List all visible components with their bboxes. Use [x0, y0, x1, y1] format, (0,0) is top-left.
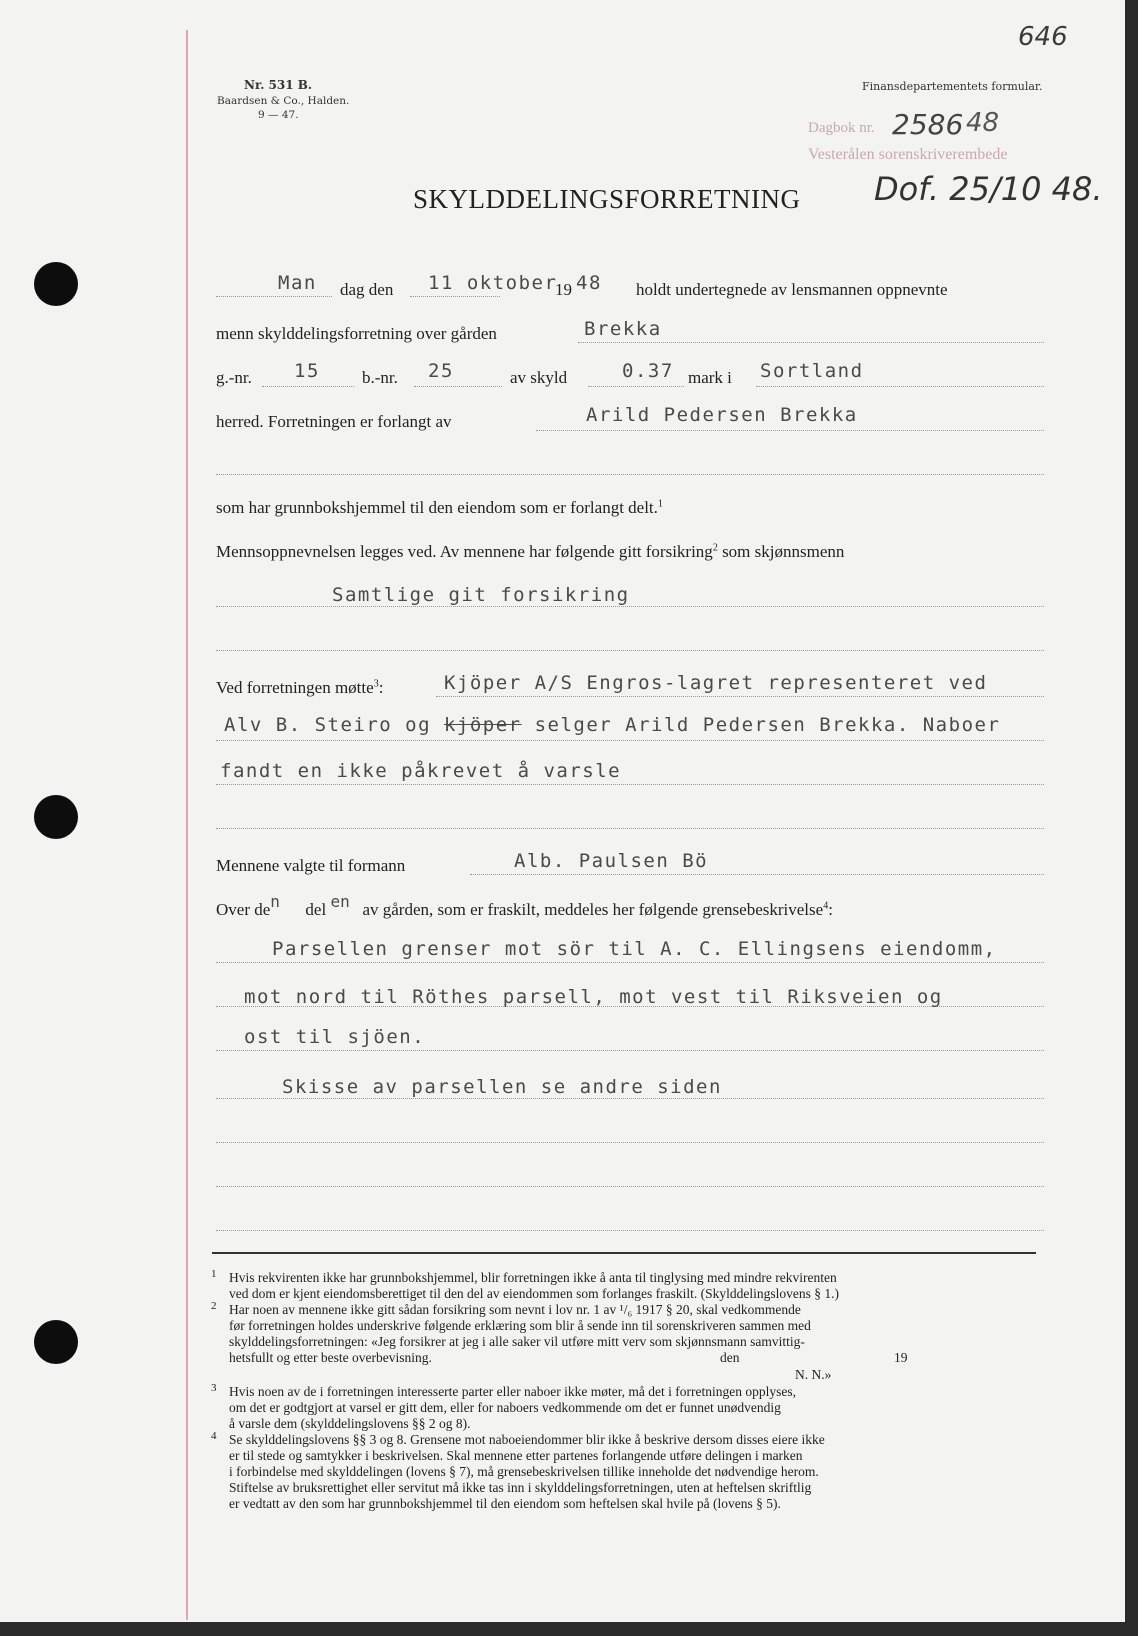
formann-label: Mennene valgte til formann [216, 856, 406, 875]
skyld-field: 0.37 [622, 360, 674, 382]
mark-label: mark i [688, 368, 732, 387]
footnote-2-line-2: før forretningen holdes underskrive følgende erklæring som blir å sende inn til sorenskriveren sammen med [229, 1318, 811, 1333]
farm-field: Brekka [584, 318, 662, 340]
footnote-2-line-4: hetsfullt og etter beste overbevisning. [229, 1350, 432, 1365]
handwritten-date: Dof. 25/10 48. [874, 170, 1103, 208]
forsikring-field: Samtlige git forsikring [332, 584, 630, 606]
gard-label: menn skylddelingsforretning over gården [216, 324, 497, 343]
menn-text: Mennsoppnevnelsen legges ved. Av mennene har følgende gitt forsikring$^2$ som skjønnsmenn [216, 542, 845, 561]
grense-line-3: ost til sjöen. [244, 1026, 426, 1048]
footnote-3-line-1: Hvis noen av de i forretningen interesserte parter eller naboer ikke møter, må det i forretningen opplyses, [229, 1384, 797, 1399]
bnr-label: b.-nr. [362, 368, 398, 387]
motte-label: Ved forretningen møtte$^3$: [216, 678, 384, 697]
office-stamp: Vesterålen sorenskriverembede [808, 146, 1008, 163]
footnote-number: 1 [211, 1268, 217, 1280]
footnote-rule [212, 1252, 1036, 1254]
footnote-2-den: den [720, 1350, 740, 1365]
footnote-2-year: 19 [894, 1350, 908, 1365]
year-prefix: 19 [555, 280, 572, 299]
dagbok-label: Dagbok nr. [808, 120, 875, 136]
grense-line-1: Parsellen grenser mot sör til A. C. Ellingsens eiendomm, [272, 938, 997, 960]
gnr-label: g.-nr. [216, 368, 252, 387]
footnote-2-line-1: Har noen av mennene ikke gitt sådan forsikring som nevnt i lov nr. 1 av ¹/₆ 1917 § 20, skal vedkommende [229, 1302, 801, 1317]
punch-hole [34, 1320, 78, 1364]
requester-field: Arild Pedersen Brekka [586, 404, 858, 426]
skyld-label: av skyld [510, 368, 568, 387]
page-number: 646 [1018, 22, 1068, 52]
municipality-field: Sortland [760, 360, 864, 382]
footnote-1-line-2: ved dom er kjent eiendomsberettiget til den del av eiendommen som forlanges fraskilt. (Skylddelingslovens § 1.) [229, 1286, 839, 1301]
footnote-3-line-2: om det er godtgjort at varsel er gitt dem, eller for naboers vedkommende om det er funnet unødvendig [229, 1400, 781, 1415]
form-title: SKYLDDELINGSFORRETNING [413, 184, 801, 214]
footnote-2-nn: N. N.» [795, 1367, 832, 1382]
over-text: Over den del en av gården, som er fraskilt, meddeles her følgende grensebeskrivelse$^4$: [216, 892, 833, 919]
punch-hole [34, 262, 78, 306]
footnote-4-line-4: Stiftelse av bruksrettighet eller servitut må ikke tas inn i skylddelingsforretningen, uten at heftelsen skriftlig [229, 1480, 812, 1495]
date-field: 11 oktober [428, 272, 558, 294]
motte-line-2: Alv B. Steiro og kjöper selger Arild Pedersen Brekka. Naboer [224, 714, 1001, 736]
margin-line [186, 30, 188, 1620]
printer-name: Baardsen & Co., Halden. [217, 95, 350, 107]
print-date: 9 — 47. [258, 109, 299, 121]
footnote-number: 4 [211, 1430, 217, 1442]
year-field: 48 [576, 272, 602, 294]
dagbok-year: 48 [966, 108, 1000, 138]
footnote-4-line-3: i forbindelse med skylddelingen (lovens § 7), må grensebeskrivelsen tillike inneholde det nødvendige herom. [229, 1464, 819, 1479]
grense-line-2: mot nord til Röthes parsell, mot vest til Riksveien og [244, 986, 943, 1008]
form-number: Nr. 531 B. [244, 78, 313, 92]
footnote-2-line-3: skylddelingsforretningen: «Jeg forsikrer at jeg i alle saker vil utføre mitt verv som skjønnsmann samvittig- [229, 1334, 805, 1349]
motte-line-1: Kjöper A/S Engros-lagret representeret ved [444, 672, 988, 694]
grense-line-4: Skisse av parsellen se andre siden [282, 1076, 722, 1098]
grunnbok-text: som har grunnbokshjemmel til den eiendom som er forlangt delt.$^1$ [216, 498, 663, 517]
footnote-number: 3 [211, 1382, 217, 1394]
footnote-3-line-3: å varsle dem (skylddelingslovens §§ 2 og 8). [229, 1416, 471, 1431]
dag-den-label: dag den [340, 280, 394, 299]
line1-text: holdt undertegnede av lensmannen oppnevnte [636, 280, 948, 299]
dagbok-number: 2586 [892, 108, 964, 141]
punch-hole [34, 795, 78, 839]
footnote-4-line-5: er vedtatt av den som har grunnbokshjemmel til den eiendom som heftelsen skal hvile på (lovens § 5). [229, 1496, 781, 1511]
footnote-4-line-2: er til stede og samtykker i beskrivelsen. Skal mennene etter partenes forlangende utføre delingen i marken [229, 1448, 803, 1463]
bnr-field: 25 [428, 360, 454, 382]
footnote-1-line-1: Hvis rekvirenten ikke har grunnbokshjemmel, blir forretningen ikke å anta til tinglysing med mindre rekvirenten [229, 1270, 837, 1285]
footnote-4-line-1: Se skylddelingslovens §§ 3 og 8. Grensene mot naboeiendommer blir ikke å beskrive dersom disses eiere ikke [229, 1432, 825, 1447]
weekday-field: Man [278, 272, 317, 294]
gnr-field: 15 [294, 360, 320, 382]
formann-field: Alb. Paulsen Bö [514, 850, 709, 872]
footnote-number: 2 [211, 1300, 217, 1312]
ministry-label: Finansdepartementets formular. [862, 80, 1043, 93]
requester-label: herred. Forretningen er forlangt av [216, 412, 452, 431]
motte-line-3: fandt en ikke påkrevet å varsle [220, 760, 622, 782]
